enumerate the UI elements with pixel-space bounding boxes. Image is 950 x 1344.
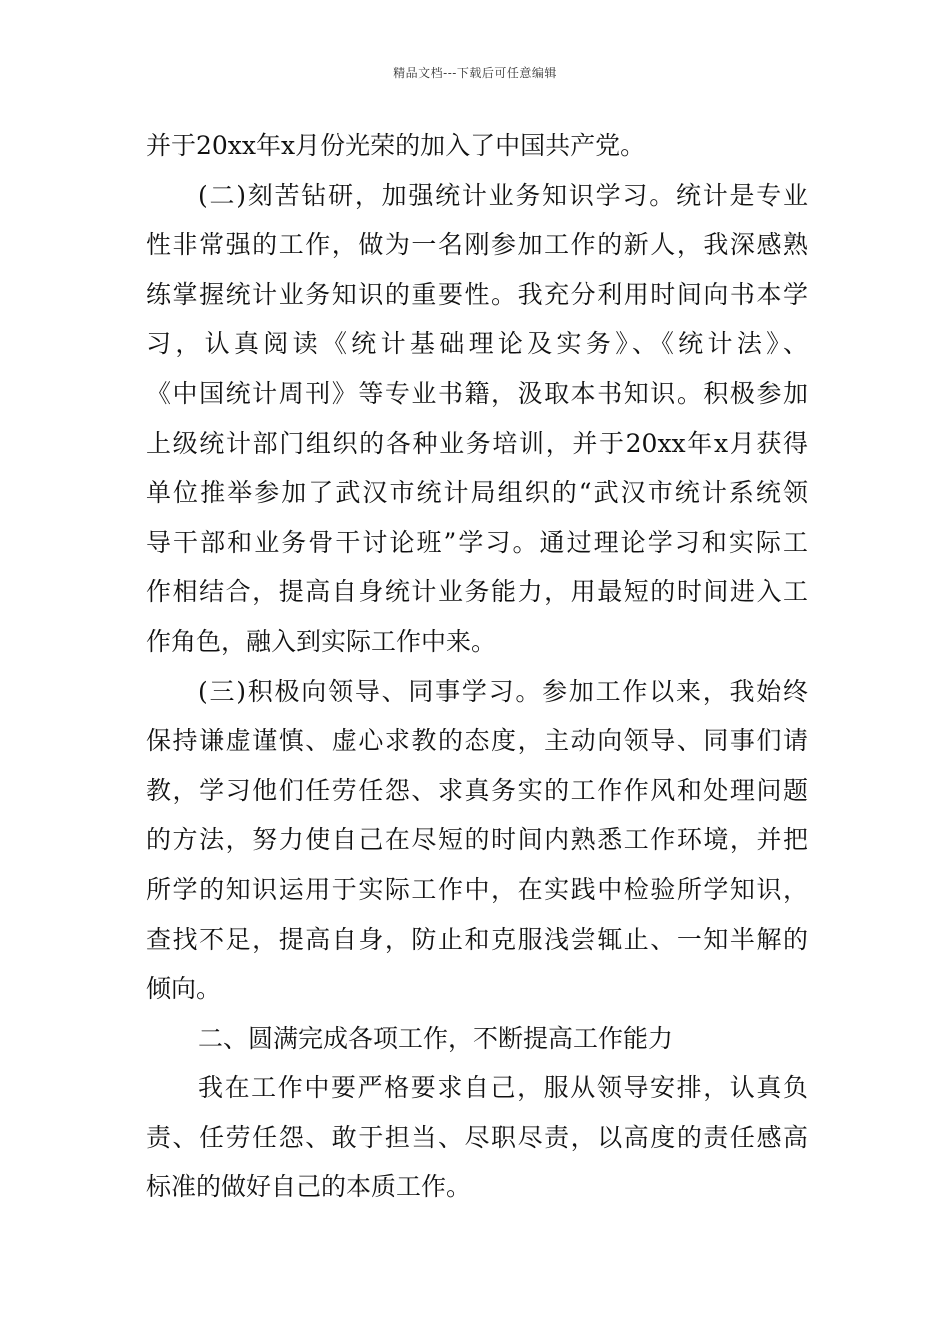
text-line: 单位推举参加了武汉市统计局组织的“武汉市统计系统领 bbox=[146, 478, 808, 508]
text-line: 导干部和业务骨干讨论班”学习。通过理论学习和实际工 bbox=[146, 527, 808, 557]
text-line: 责、任劳任怨、敢于担当、尽职尽责，以高度的责任感高 bbox=[146, 1122, 808, 1152]
text-line: 教，学习他们任劳任怨、求真务实的工作作风和处理问题 bbox=[146, 775, 808, 805]
text-line: 作角色，融入到实际工作中来。 bbox=[146, 626, 497, 656]
text-line: 《中国统计周刊》等专业书籍，汲取本书知识。积极参加 bbox=[146, 378, 808, 408]
text-line: 上级统计部门组织的各种业务培训，并于20xx年x月获得 bbox=[146, 428, 808, 458]
text-line: 我在工作中要严格要求自己，服从领导安排，认真负 bbox=[198, 1073, 808, 1103]
text-line: 作相结合，提高自身统计业务能力，用最短的时间进入工 bbox=[146, 577, 808, 607]
text-line: (三)积极向领导、同事学习。参加工作以来，我始终 bbox=[198, 676, 808, 706]
text-line: 倾向。 bbox=[146, 974, 222, 1004]
text-line: 保持谦虚谨慎、虚心求教的态度，主动向领导、同事们请 bbox=[146, 726, 808, 756]
section-heading: 二、圆满完成各项工作，不断提高工作能力 bbox=[198, 1023, 674, 1053]
page-header: 精品文档---下载后可任意编辑 bbox=[393, 66, 557, 80]
text-line: 并于20xx年x月份光荣的加入了中国共产党。 bbox=[146, 131, 646, 160]
text-line: 查找不足，提高自身，防止和克服浅尝辄止、一知半解的 bbox=[146, 924, 808, 954]
text-line: (二)刻苦钻研，加强统计业务知识学习。统计是专业 bbox=[198, 180, 808, 210]
text-line: 性非常强的工作，做为一名刚参加工作的新人，我深感熟 bbox=[146, 230, 808, 260]
text-line: 标准的做好自己的本质工作。 bbox=[146, 1172, 472, 1202]
document-body bbox=[146, 121, 808, 1212]
text-line: 所学的知识运用于实际工作中，在实践中检验所学知识， bbox=[146, 874, 808, 904]
text-line: 习，认真阅读《统计基础理论及实务》、《统计法》、 bbox=[146, 329, 808, 359]
text-line: 的方法，努力使自己在尽短的时间内熟悉工作环境，并把 bbox=[146, 825, 808, 855]
text-line: 练掌握统计业务知识的重要性。我充分利用时间向书本学 bbox=[146, 279, 808, 309]
